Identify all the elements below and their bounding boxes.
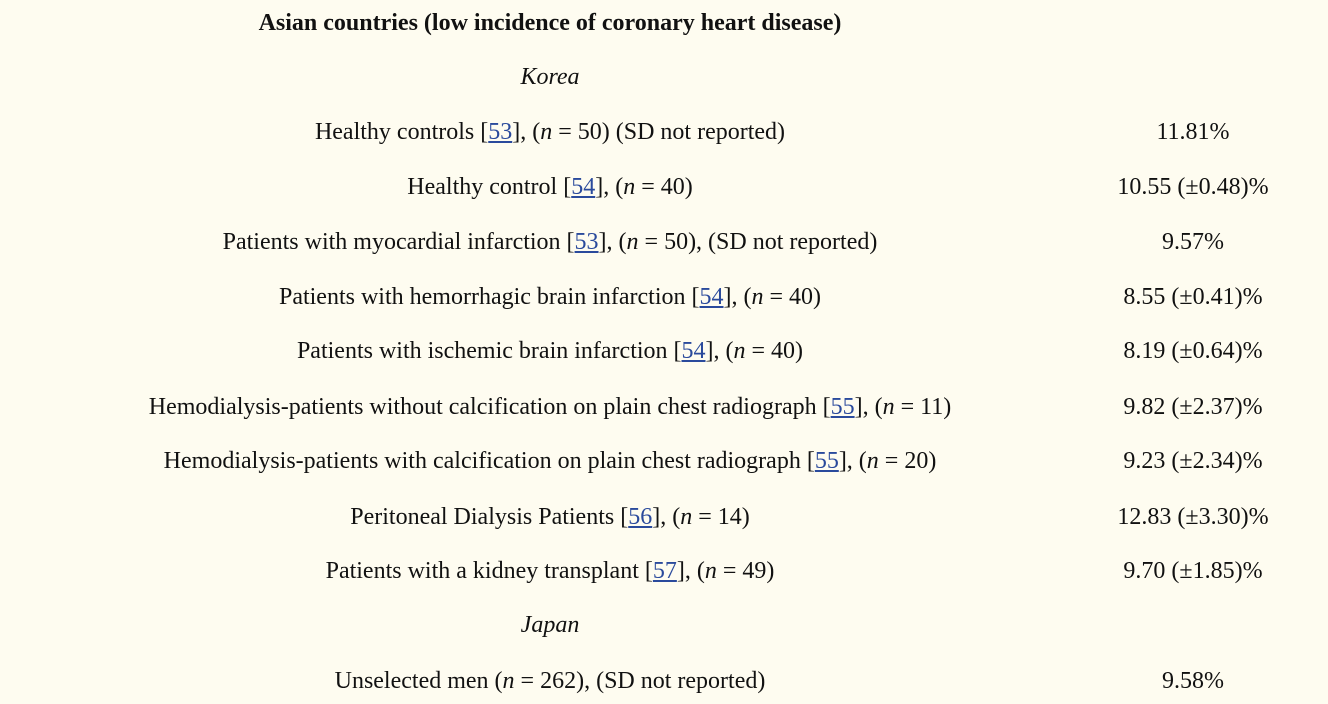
label-text: = 20) bbox=[878, 448, 937, 474]
label-text: = 14) bbox=[692, 504, 750, 530]
table-row bbox=[0, 502, 1328, 532]
section-heading: Asian countries (low incidence of coronary heart disease) bbox=[258, 10, 842, 36]
n-symbol: n bbox=[680, 504, 693, 530]
section-heading-row bbox=[0, 8, 1328, 38]
row-value: 8.55 (±0.41)% bbox=[1123, 284, 1263, 310]
label-text: ], ( bbox=[598, 229, 627, 255]
reference-link[interactable]: 55 bbox=[814, 448, 839, 474]
reference-link[interactable]: 54 bbox=[571, 174, 596, 200]
n-symbol: n bbox=[623, 174, 636, 200]
row-value: 11.81% bbox=[1156, 119, 1230, 145]
reference-link[interactable]: 55 bbox=[830, 394, 855, 420]
table-row bbox=[0, 666, 1328, 696]
reference-link[interactable]: 54 bbox=[681, 338, 706, 364]
label-text: Hemodialysis-patients without calcification on plain chest radiograph [ bbox=[148, 394, 831, 420]
row-label bbox=[0, 227, 1100, 257]
label-text: Healthy controls [ bbox=[314, 119, 489, 145]
label-text: ], ( bbox=[705, 338, 734, 364]
table-row bbox=[0, 172, 1328, 202]
label-text: Patients with ischemic brain infarction [ bbox=[296, 338, 682, 364]
row-value: 9.23 (±2.34)% bbox=[1123, 448, 1263, 474]
table-row bbox=[0, 282, 1328, 312]
label-text: Patients with myocardial infarction [ bbox=[222, 229, 575, 255]
label-text: Hemodialysis-patients with calcification on plain chest radiograph [ bbox=[163, 448, 815, 474]
label-text: Unselected men ( bbox=[334, 668, 503, 694]
label-text: ], ( bbox=[595, 174, 624, 200]
label-text: ], ( bbox=[723, 284, 752, 310]
label-text: = 50), (SD not reported) bbox=[638, 229, 878, 255]
row-label bbox=[0, 556, 1100, 586]
label-text: ], ( bbox=[676, 558, 705, 584]
row-value: 9.58% bbox=[1162, 668, 1224, 694]
reference-link[interactable]: 54 bbox=[699, 284, 724, 310]
country-label: Japan bbox=[520, 612, 580, 638]
n-symbol: n bbox=[540, 119, 553, 145]
table-row bbox=[0, 446, 1328, 476]
n-symbol: n bbox=[704, 558, 717, 584]
n-symbol: n bbox=[626, 229, 639, 255]
row-label bbox=[0, 336, 1100, 366]
label-text: ], ( bbox=[512, 119, 541, 145]
row-value: 9.57% bbox=[1162, 229, 1224, 255]
table-row bbox=[0, 556, 1328, 586]
label-text: ], ( bbox=[652, 504, 681, 530]
row-label bbox=[0, 392, 1100, 422]
row-value: 10.55 (±0.48)% bbox=[1117, 174, 1269, 200]
country-label: Korea bbox=[520, 64, 580, 90]
n-symbol: n bbox=[882, 394, 895, 420]
label-text: = 262), (SD not reported) bbox=[514, 668, 766, 694]
row-value: 12.83 (±3.30)% bbox=[1117, 504, 1269, 530]
reference-link[interactable]: 57 bbox=[652, 558, 677, 584]
table-row bbox=[0, 227, 1328, 257]
row-label bbox=[0, 502, 1100, 532]
label-text: = 11) bbox=[894, 394, 952, 420]
n-symbol: n bbox=[502, 668, 515, 694]
label-text: = 49) bbox=[716, 558, 775, 584]
label-text: = 40) bbox=[763, 284, 822, 310]
table-row bbox=[0, 117, 1328, 147]
reference-link[interactable]: 53 bbox=[574, 229, 599, 255]
row-label bbox=[0, 172, 1100, 202]
row-value: 9.82 (±2.37)% bbox=[1123, 394, 1263, 420]
table-row bbox=[0, 392, 1328, 422]
label-text: Healthy control [ bbox=[407, 174, 572, 200]
row-label bbox=[0, 117, 1100, 147]
label-text: Patients with hemorrhagic brain infarction [ bbox=[278, 284, 700, 310]
reference-link[interactable]: 56 bbox=[628, 504, 653, 530]
n-symbol: n bbox=[866, 448, 879, 474]
row-label bbox=[0, 446, 1100, 476]
label-text: = 50) (SD not reported) bbox=[552, 119, 786, 145]
row-label bbox=[0, 282, 1100, 312]
row-value: 8.19 (±0.64)% bbox=[1123, 338, 1263, 364]
label-text: ], ( bbox=[854, 394, 883, 420]
country-row-korea bbox=[0, 62, 1328, 92]
table-row bbox=[0, 336, 1328, 366]
label-text: ], ( bbox=[838, 448, 867, 474]
label-text: = 40) bbox=[635, 174, 693, 200]
label-text: Peritoneal Dialysis Patients [ bbox=[350, 504, 629, 530]
row-label bbox=[0, 666, 1100, 696]
country-row-japan bbox=[0, 610, 1328, 640]
n-symbol: n bbox=[733, 338, 746, 364]
row-value: 9.70 (±1.85)% bbox=[1123, 558, 1263, 584]
label-text: Patients with a kidney transplant [ bbox=[325, 558, 653, 584]
reference-link[interactable]: 53 bbox=[488, 119, 513, 145]
label-text: = 40) bbox=[745, 338, 804, 364]
n-symbol: n bbox=[751, 284, 764, 310]
